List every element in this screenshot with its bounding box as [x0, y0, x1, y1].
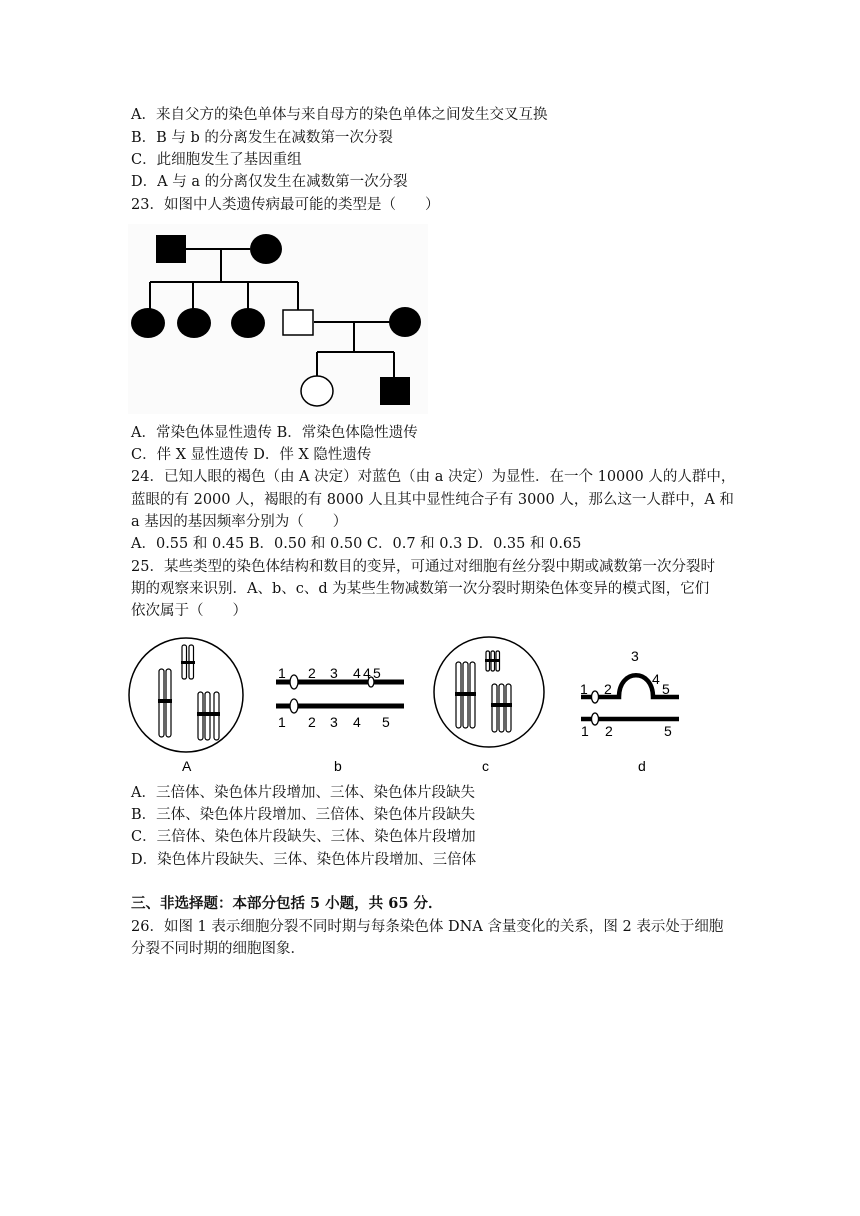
panel-c-cell [434, 637, 544, 747]
b-bottom-5: 5 [382, 714, 390, 730]
q22-option-c: C．此细胞发生了基因重组 [131, 152, 302, 168]
q24-options: A．0.55 和 0.45 B．0.50 和 0.50 C．0.7 和 0.3 D．0.35 和 0.65 [131, 536, 582, 552]
q22-option-b: B．B 与 b 的分离发生在减数第一次分裂 [131, 130, 393, 146]
panel-label-a: A [182, 758, 192, 774]
q25-stem-line-3: 依次属于（ ） [131, 603, 247, 619]
d-top-2: 2 [604, 681, 612, 697]
unaffected-granddaughter-symbol [301, 376, 333, 406]
b-top-2: 2 [308, 665, 316, 681]
b-top-4b: 4 [363, 665, 371, 681]
b-top-3: 3 [330, 665, 338, 681]
panel-label-d: d [638, 758, 646, 774]
d-top-1: 1 [580, 681, 588, 697]
b-bottom-1: 1 [278, 714, 286, 730]
d-top-5: 5 [662, 681, 670, 697]
q25-option-d: D．染色体片段缺失、三体、染色体片段增加、三倍体 [131, 852, 477, 868]
chromosome-variation-figure [126, 628, 686, 776]
b-top-1: 1 [278, 665, 286, 681]
panel-d-chromosomes [580, 648, 679, 739]
panel-label-b: b [334, 758, 342, 774]
affected-mother-symbol [250, 234, 282, 264]
d-bottom-2: 2 [605, 723, 613, 739]
q25-option-a: A．三倍体、染色体片段增加、三体、染色体片段缺失 [131, 785, 475, 801]
section-heading: 三、非选择题：本部分包括 5 小题，共 65 分． [131, 895, 443, 912]
affected-grandson-symbol [380, 377, 410, 405]
affected-daughter-symbol-1 [131, 308, 165, 338]
b-bottom-4: 4 [353, 714, 361, 730]
q23-option-ab: A．常染色体显性遗传 B．常染色体隐性遗传 [131, 425, 418, 441]
q23-stem: 23．如图中人类遗传病最可能的类型是（ ） [131, 197, 440, 213]
affected-daughter-symbol-2 [177, 308, 211, 338]
panel-a-cell [129, 638, 243, 752]
q23-option-cd: C．伴 X 显性遗传 D．伴 X 隐性遗传 [131, 447, 372, 463]
d-bottom-5: 5 [664, 723, 672, 739]
b-bottom-3: 3 [330, 714, 338, 730]
panel-b-chromosomes [276, 665, 404, 730]
d-loop-4: 4 [652, 671, 660, 687]
q25-option-b: B．三体、染色体片段增加、三倍体、染色体片段缺失 [131, 807, 476, 823]
q22-option-d: D．A 与 a 的分离仅发生在减数第一次分裂 [131, 174, 408, 190]
b-top-4a: 4 [353, 665, 361, 681]
panel-label-c: c [482, 758, 489, 774]
q26-stem-line-1: 26．如图 1 表示细胞分裂不同时期与每条染色体 DNA 含量变化的关系，图 2 表示处于细胞 [131, 919, 724, 935]
q22-option-a: A．来自父方的染色单体与来自母方的染色单体之间发生交叉互换 [131, 107, 548, 123]
q24-stem-line-1: 24．已知人眼的褐色（由 A 决定）对蓝色（由 a 决定）为显性．在一个 10000 人的人群中， [131, 469, 736, 485]
pedigree-chart [128, 224, 428, 414]
q26-stem-line-2: 分裂不同时期的细胞图象． [131, 941, 305, 957]
unaffected-son-symbol [283, 310, 313, 335]
q25-stem-line-2: 期的观察来识别．A、b、c、d 为某些生物减数第一次分裂时期染色体变异的模式图，它们 [131, 581, 710, 597]
b-top-5: 5 [373, 665, 381, 681]
q24-stem-line-3: a 基因的基因频率分别为（ ） [131, 514, 348, 530]
q25-option-c: C．三倍体、染色体片段缺失、三体、染色体片段增加 [131, 829, 476, 845]
q25-stem-line-1: 25．某些类型的染色体结构和数目的变异，可通过对细胞有丝分裂中期或减数第一次分裂时 [131, 559, 715, 575]
q24-stem-line-2: 蓝眼的有 2000 人，褐眼的有 8000 人且其中显性纯合子有 3000 人，那么这一人群中，A 和 [131, 492, 734, 508]
affected-daughter-symbol-3 [231, 308, 265, 338]
d-bottom-1: 1 [581, 723, 589, 739]
d-loop-3: 3 [631, 648, 639, 664]
affected-wife-symbol [389, 307, 421, 337]
b-bottom-2: 2 [308, 714, 316, 730]
affected-father-symbol [156, 235, 186, 263]
